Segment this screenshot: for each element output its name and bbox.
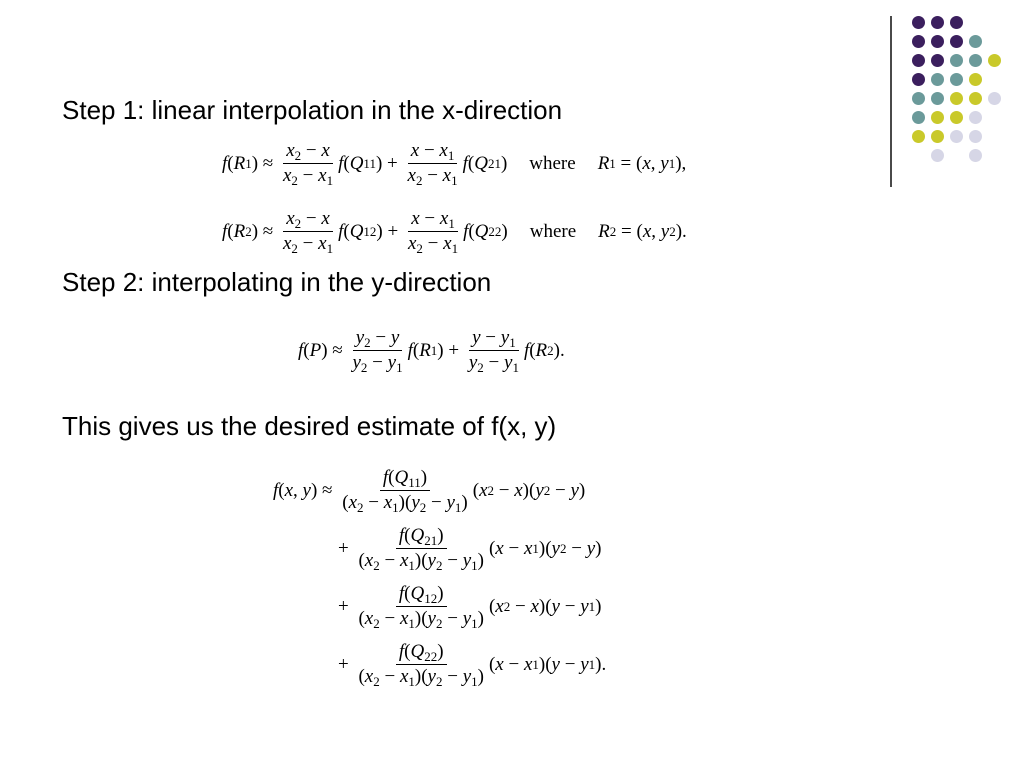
step1-heading: Step 1: linear interpolation in the x-direction	[62, 95, 563, 125]
decorative-dot	[950, 130, 963, 143]
decorative-dot	[969, 35, 982, 48]
step2-heading: Step 2: interpolating in the y-direction	[62, 267, 492, 297]
equation-final-row-2: + $\frac{f(Q_{21})}{(x_2 - x_1)(y_2 - y_1)}$ ( x − x 1 )( y 2 − y )	[338, 525, 602, 573]
decorative-dot	[950, 54, 963, 67]
decorative-dot	[931, 92, 944, 105]
decorative-dot	[912, 73, 925, 86]
decorative-dot	[969, 149, 982, 162]
decorative-dot	[912, 111, 925, 124]
decorative-dot	[950, 16, 963, 29]
step3-heading: This gives us the desired estimate of f(x, y)	[62, 411, 557, 441]
decorative-dot	[912, 92, 925, 105]
decorative-dot	[931, 54, 944, 67]
decorative-dot	[988, 54, 1001, 67]
where-label: where	[529, 152, 576, 174]
decorative-dot	[931, 35, 944, 48]
decorative-dot	[931, 111, 944, 124]
decorative-dot	[950, 73, 963, 86]
decorative-dot	[912, 35, 925, 48]
decorative-dot	[969, 92, 982, 105]
decorative-dot	[931, 16, 944, 29]
decorative-dot	[931, 130, 944, 143]
equation-p: f ( P ) ≈ $\frac{y_2 - y}{y_2 - y_1}$ f ( R 1 ) + $\frac{y - y_1}{y_2 - y_1}$ f ( R 2 ).	[298, 327, 565, 375]
decorative-dot	[969, 111, 982, 124]
decorative-dot	[969, 73, 982, 86]
decorative-dot	[950, 35, 963, 48]
decorative-dot	[950, 111, 963, 124]
decorative-dot	[969, 54, 982, 67]
decorative-dot	[969, 130, 982, 143]
equation-final-row-3: + $\frac{f(Q_{12})}{(x_2 - x_1)(y_2 - y_1)}$ ( x 2 − x )( y − y 1 )	[338, 583, 602, 631]
equation-r1: f ( R 1 ) ≈ $\frac{x_2 - x}{x_2 - x_1}$ f ( Q 11 ) + $\frac{x - x_1}{x_2 - x_1}$ f ( Q 21 ) where R 1 = ( x , y 1 ),	[222, 140, 687, 188]
decorative-dot	[912, 130, 925, 143]
equation-final-row-4: + $\frac{f(Q_{22})}{(x_2 - x_1)(y_2 - y_1)}$ ( x − x 1 )( y − y 1 ).	[338, 641, 607, 689]
decorative-dot	[912, 54, 925, 67]
decorative-dot	[950, 92, 963, 105]
equation-final-row-1: f ( x , y ) ≈ $\frac{f(Q_{11})}{(x_2 - x_1)(y_2 - y_1)}$ ( x 2 − x )( y 2 − y )	[273, 467, 586, 515]
decorative-dot	[931, 149, 944, 162]
where-label: where	[529, 220, 577, 242]
equation-r2: f ( R 2 ) ≈ $\frac{x_2 - x}{x_2 - x_1}$ f ( Q 12 ) + $\frac{x - x_1}{x_2 - x_1}$ f ( Q 22 ) where R 2 = ( x , y 2 ).	[222, 208, 687, 256]
decorative-dot	[931, 73, 944, 86]
decorative-dot	[988, 92, 1001, 105]
decorative-dot	[912, 16, 925, 29]
